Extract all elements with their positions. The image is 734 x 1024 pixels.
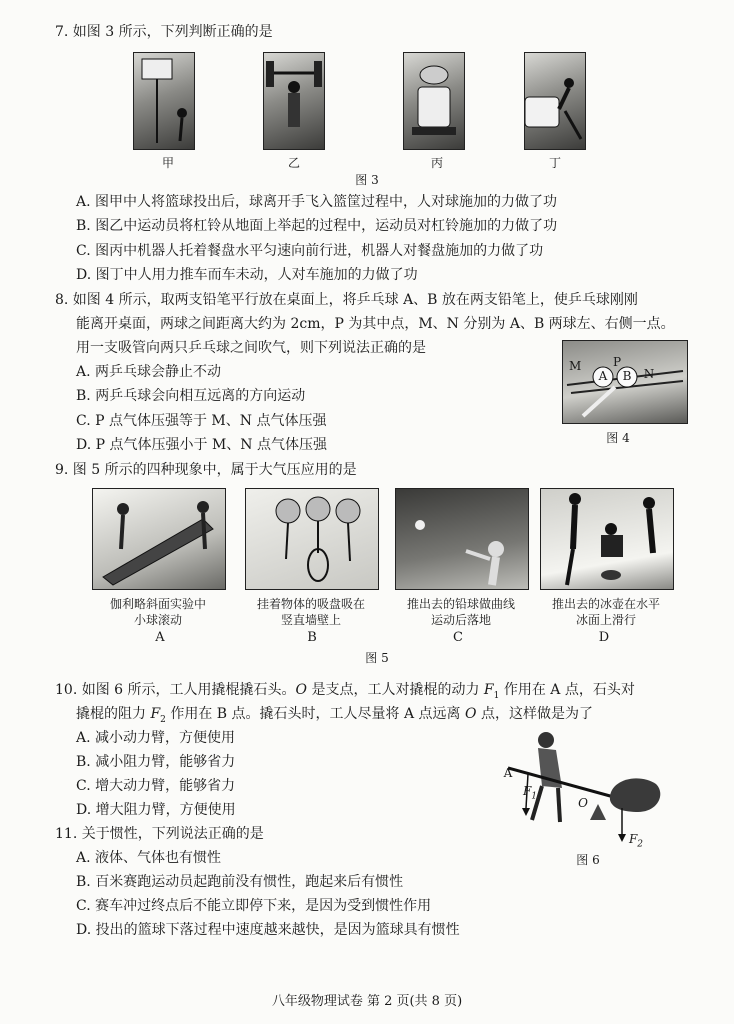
- q7-option-b[interactable]: B. 图乙中运动员将杠铃从地面上举起的过程中，运动员对杠铃施加的力做了功: [76, 218, 558, 234]
- q11-option-a[interactable]: A. 液体、气体也有惯性: [76, 850, 222, 866]
- photo-label-bing: 丙: [430, 156, 443, 170]
- photo-basketball: [133, 52, 195, 150]
- fig6-label-o: O: [578, 796, 588, 810]
- photo-galileo-incline: [92, 488, 226, 590]
- photo-suction-cups: [245, 488, 379, 590]
- photo-label-ding: 丁: [548, 156, 561, 170]
- figure-5-caption: 图 5: [365, 651, 389, 665]
- q8-option-d[interactable]: D. P 点气体压强小于 M、N 点气体压强: [76, 437, 327, 453]
- q10-stem-line-2: 撬棍的阻力 $F_2$ 作用在 B 点。撬石头时，工人尽量将 A 点远离 O 点，这样做是为了: [76, 706, 593, 725]
- q11-stem: 11. 关于惯性，下列说法正确的是: [55, 826, 264, 842]
- fig4-label-p: P: [612, 355, 622, 369]
- q9-letter-c: C: [453, 630, 463, 645]
- q10-option-a[interactable]: A. 减小动力臂，方便使用: [76, 730, 236, 746]
- q8-option-b[interactable]: B. 两乒乓球会向相互远离的方向运动: [76, 388, 306, 404]
- q9-caption-d: 推出去的冰壶在水平 冰面上滑行: [551, 597, 660, 627]
- figure-3-caption: 图 3: [355, 173, 379, 187]
- q10-option-c[interactable]: C. 增大动力臂，能够省力: [76, 778, 236, 794]
- q7-option-d[interactable]: D. 图丁中人用力推车而车未动，人对车施加的力做了功: [76, 267, 418, 283]
- photo-curling: [540, 488, 674, 590]
- q11-option-d[interactable]: D. 投出的篮球下落过程中速度越来越快，是因为篮球具有惯性: [76, 922, 460, 938]
- fig4-label-n: N: [643, 367, 655, 381]
- q7-stem: 7. 如图 3 所示，下列判断正确的是: [55, 24, 273, 40]
- q8-option-c[interactable]: C. P 点气体压强等于 M、N 点气体压强: [76, 413, 327, 429]
- q9-letter-a: A: [155, 630, 165, 645]
- q10-option-d[interactable]: D. 增大阻力臂，方便使用: [76, 802, 236, 818]
- q9-stem: 9. 图 5 所示的四种现象中，属于大气压应用的是: [55, 462, 357, 478]
- figure-6-caption: 图 6: [576, 853, 600, 867]
- q8-option-a[interactable]: A. 两乒乓球会静止不动: [76, 364, 222, 380]
- photo-weightlifting: [263, 52, 325, 150]
- q8-stem-line-2: 能离开桌面，两球之间距离大约为 2cm，P 为其中点，M、N 分别为 A、B 两球左、右侧一点。: [76, 316, 675, 332]
- figure-4-image: [562, 340, 688, 424]
- fig4-label-b: B: [622, 369, 632, 383]
- fig4-label-a: A: [598, 369, 608, 383]
- q9-letter-d: D: [598, 630, 610, 645]
- q7-option-a[interactable]: A. 图甲中人将篮球投出后，球离开手飞入篮筐过程中，人对球施加的力做了功: [76, 194, 558, 210]
- photo-label-jia: 甲: [161, 156, 174, 170]
- fig6-label-f1: $F_1$: [522, 784, 538, 802]
- q8-stem-line-3: 用一支吸管向两只乒乓球之间吹气，则下列说法正确的是: [76, 340, 426, 356]
- fig6-label-a: A: [503, 766, 513, 780]
- q8-stem-line-1: 8. 如图 4 所示，取两支铅笔平行放在桌面上，将乒乓球 A、B 放在两支铅笔上，使乒乓球刚刚: [55, 292, 638, 308]
- q10-option-b[interactable]: B. 减小阻力臂，能够省力: [76, 754, 236, 770]
- q10-stem-line-1: 10. 如图 6 所示，工人用撬棍撬石头。O 是支点，工人对撬棍的动力 $F_1$ 作用在 A 点，石头对: [55, 682, 635, 701]
- figure-6-image: [498, 728, 674, 848]
- page-footer: 八年级物理试卷 第 2 页(共 8 页): [271, 994, 463, 1009]
- photo-push-car: [524, 52, 586, 150]
- q9-caption-c: 推出去的铅球做曲线 运动后落地: [406, 597, 515, 627]
- fig6-label-f2: $F_2$: [628, 832, 644, 850]
- fig4-label-m: M: [569, 359, 582, 373]
- q7-option-c[interactable]: C. 图丙中机器人托着餐盘水平匀速向前行进，机器人对餐盘施加的力做了功: [76, 243, 544, 259]
- q11-option-c[interactable]: C. 赛车冲过终点后不能立即停下来，是因为受到惯性作用: [76, 898, 432, 914]
- photo-robot-tray: [403, 52, 465, 150]
- figure-4-caption: 图 4: [606, 431, 630, 445]
- q9-caption-a: 伽利略斜面实验中 小球滚动: [109, 597, 206, 627]
- q11-option-b[interactable]: B. 百米赛跑运动员起跑前没有惯性，跑起来后有惯性: [76, 874, 404, 890]
- photo-shot-put: [395, 488, 529, 590]
- photo-label-yi: 乙: [287, 156, 300, 170]
- q9-letter-b: B: [307, 630, 317, 645]
- q9-caption-b: 挂着物体的吸盘吸在 竖直墙壁上: [256, 597, 365, 627]
